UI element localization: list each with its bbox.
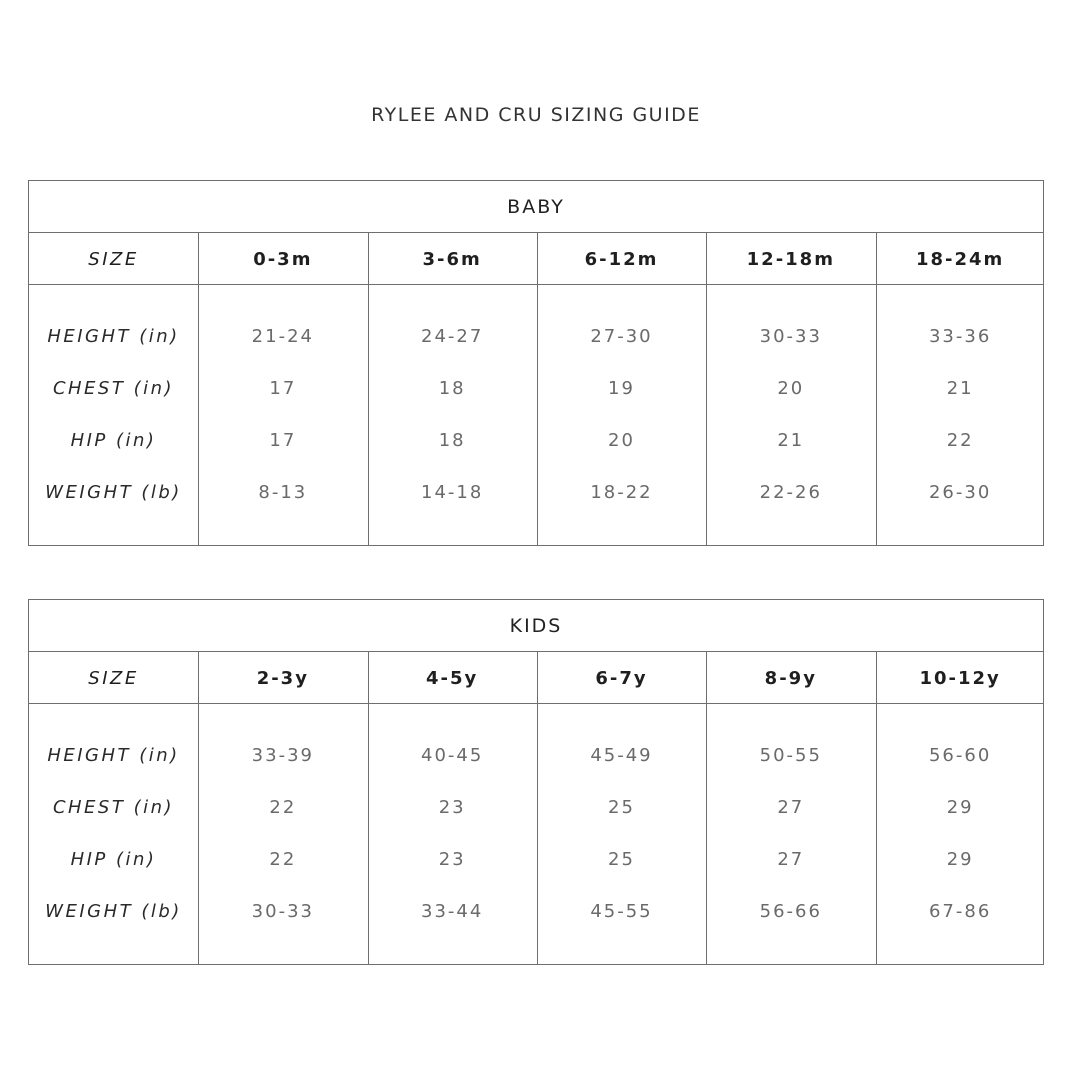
baby-size-4: 18-24m xyxy=(915,248,1005,270)
baby-value-cell: 26-30 xyxy=(928,481,992,503)
baby-size-2: 6-12m xyxy=(584,248,659,270)
baby-value-cell: 18-22 xyxy=(590,481,653,503)
baby-value-cell: 14-18 xyxy=(421,481,484,503)
page-title: RYLEE AND CRU SIZING GUIDE xyxy=(371,104,701,126)
kids-table-heading: KIDS xyxy=(29,600,1043,652)
baby-size-1: 3-6m xyxy=(422,248,482,270)
kids-size-2: 6-7y xyxy=(595,667,648,689)
kids-size-1: 4-5y xyxy=(426,667,479,689)
baby-value-cell: 17 xyxy=(269,377,297,399)
kids-value-cell: 29 xyxy=(946,848,974,870)
kids-row-label: HIP (in) xyxy=(70,848,157,870)
kids-value-cell: 56-66 xyxy=(759,900,822,922)
baby-value-cell: 27-30 xyxy=(590,325,653,347)
kids-value-cell: 45-49 xyxy=(590,744,653,766)
kids-value-cell: 56-60 xyxy=(928,744,992,766)
baby-value-cell: 18 xyxy=(438,429,466,451)
baby-row-label: CHEST (in) xyxy=(52,377,175,399)
baby-row-label: HIP (in) xyxy=(70,429,157,451)
kids-size-0: 2-3y xyxy=(256,667,309,689)
kids-size-table xyxy=(28,599,1044,965)
kids-value-cell: 30-33 xyxy=(251,900,314,922)
baby-size-0: 0-3m xyxy=(253,248,313,270)
kids-size-label: SIZE xyxy=(88,667,139,689)
kids-value-cell: 50-55 xyxy=(759,744,822,766)
baby-value-cell: 22 xyxy=(946,429,974,451)
kids-value-cell: 33-44 xyxy=(421,900,484,922)
baby-value-cell: 18 xyxy=(438,377,466,399)
baby-table-heading: BABY xyxy=(29,181,1043,233)
baby-value-cell: 20 xyxy=(777,377,805,399)
baby-size-label: SIZE xyxy=(88,248,139,270)
kids-value-cell: 27 xyxy=(777,796,805,818)
kids-value-cell: 29 xyxy=(946,796,974,818)
baby-value-cell: 24-27 xyxy=(421,325,484,347)
baby-row-label: WEIGHT (lb) xyxy=(45,481,182,503)
baby-value-cell: 19 xyxy=(608,377,635,399)
baby-value-cell: 21 xyxy=(777,429,805,451)
kids-size-3: 8-9y xyxy=(764,667,817,689)
kids-value-cell: 23 xyxy=(438,848,466,870)
baby-value-cell: 20 xyxy=(608,429,635,451)
kids-value-cell: 25 xyxy=(608,848,635,870)
kids-value-cell: 22 xyxy=(269,796,297,818)
kids-value-cell: 22 xyxy=(269,848,297,870)
baby-row-label: HEIGHT (in) xyxy=(47,325,180,347)
kids-row-label: HEIGHT (in) xyxy=(47,744,180,766)
baby-value-cell: 33-36 xyxy=(928,325,992,347)
kids-value-cell: 25 xyxy=(608,796,635,818)
kids-value-cell: 40-45 xyxy=(421,744,484,766)
baby-value-cell: 21 xyxy=(946,377,974,399)
kids-value-cell: 23 xyxy=(438,796,466,818)
baby-value-cell: 21-24 xyxy=(251,325,314,347)
kids-value-cell: 27 xyxy=(777,848,805,870)
kids-value-cell: 33-39 xyxy=(251,744,314,766)
kids-value-cell: 67-86 xyxy=(928,900,992,922)
kids-row-label: WEIGHT (lb) xyxy=(45,900,182,922)
baby-value-cell: 22-26 xyxy=(759,481,822,503)
baby-size-3: 12-18m xyxy=(746,248,835,270)
baby-value-cell: 30-33 xyxy=(759,325,822,347)
kids-size-4: 10-12y xyxy=(919,667,1001,689)
kids-value-cell: 45-55 xyxy=(590,900,653,922)
baby-size-table xyxy=(28,180,1044,546)
baby-value-cell: 8-13 xyxy=(258,481,308,503)
kids-row-label: CHEST (in) xyxy=(52,796,175,818)
baby-value-cell: 17 xyxy=(269,429,297,451)
